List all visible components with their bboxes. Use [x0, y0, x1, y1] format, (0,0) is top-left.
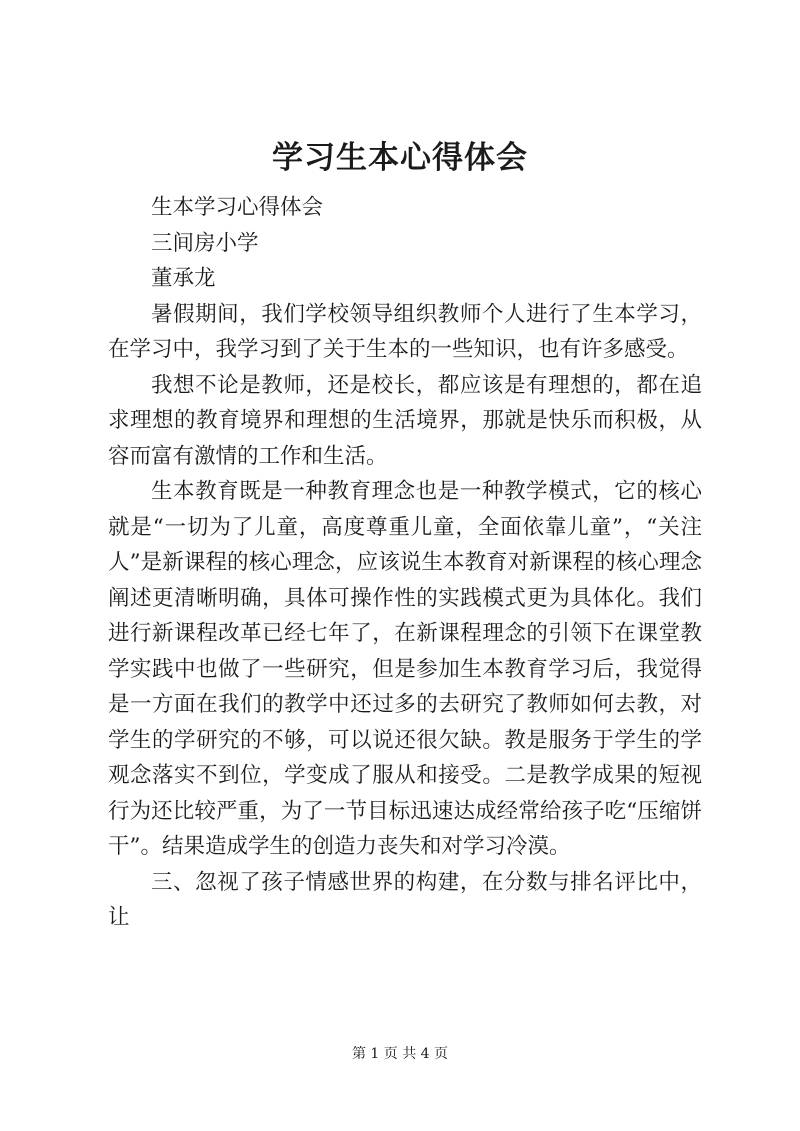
body-paragraph: 生本教育既是一种教育理念也是一种教学模式，它的核心就是“一切为了儿童，高度尊重儿童，全面依靠儿童”，“关注人”是新课程的核心理念，应该说生本教育对新课程的核心理念阐述更清晰明确，具体可操作性的实践模式更为具体化。我们进行新课程改革已经七年了，在新课程理念的引领下在课堂教学实践中也做了一些研究，但是参加生本教育学习后，我觉得是一方面在我们的教学中还过多的去研究了教师如何去教，对学生的学研究的不够，可以说还很欠缺。教是服务于学生的学观念落实不到位，学变成了服从和接受。二是教学成果的短视行为还比较严重，为了一节目标迅速达成经常给孩子吃“压缩饼干”。结果造成学生的创造力丧失和对学习冷漠。: [108, 479, 702, 859]
school-name: 三间房小学: [151, 230, 259, 256]
subtitle-line: 生本学习心得体会: [151, 195, 324, 220]
body-paragraph: 我想不论是教师，还是校长，都应该是有理想的，都在追求理想的教育境界和理想的生活境界，那就是快乐而积极，从容而富有激情的工作和生活。: [108, 372, 702, 469]
document-body: [108, 190, 702, 936]
author-name: 董承龙: [151, 266, 216, 291]
body-paragraph: 三、忽视了孩子情感世界的构建，在分数与排名评比中，让: [108, 869, 702, 930]
document-title: 学习生本心得体会: [272, 140, 528, 176]
body-paragraph: 暑假期间，我们学校领导组织教师个人进行了生本学习，在学习中，我学习到了关于生本的一些知识，也有许多感受。: [108, 301, 702, 362]
page-footer: 第 1 页 共 4 页: [351, 1046, 449, 1062]
